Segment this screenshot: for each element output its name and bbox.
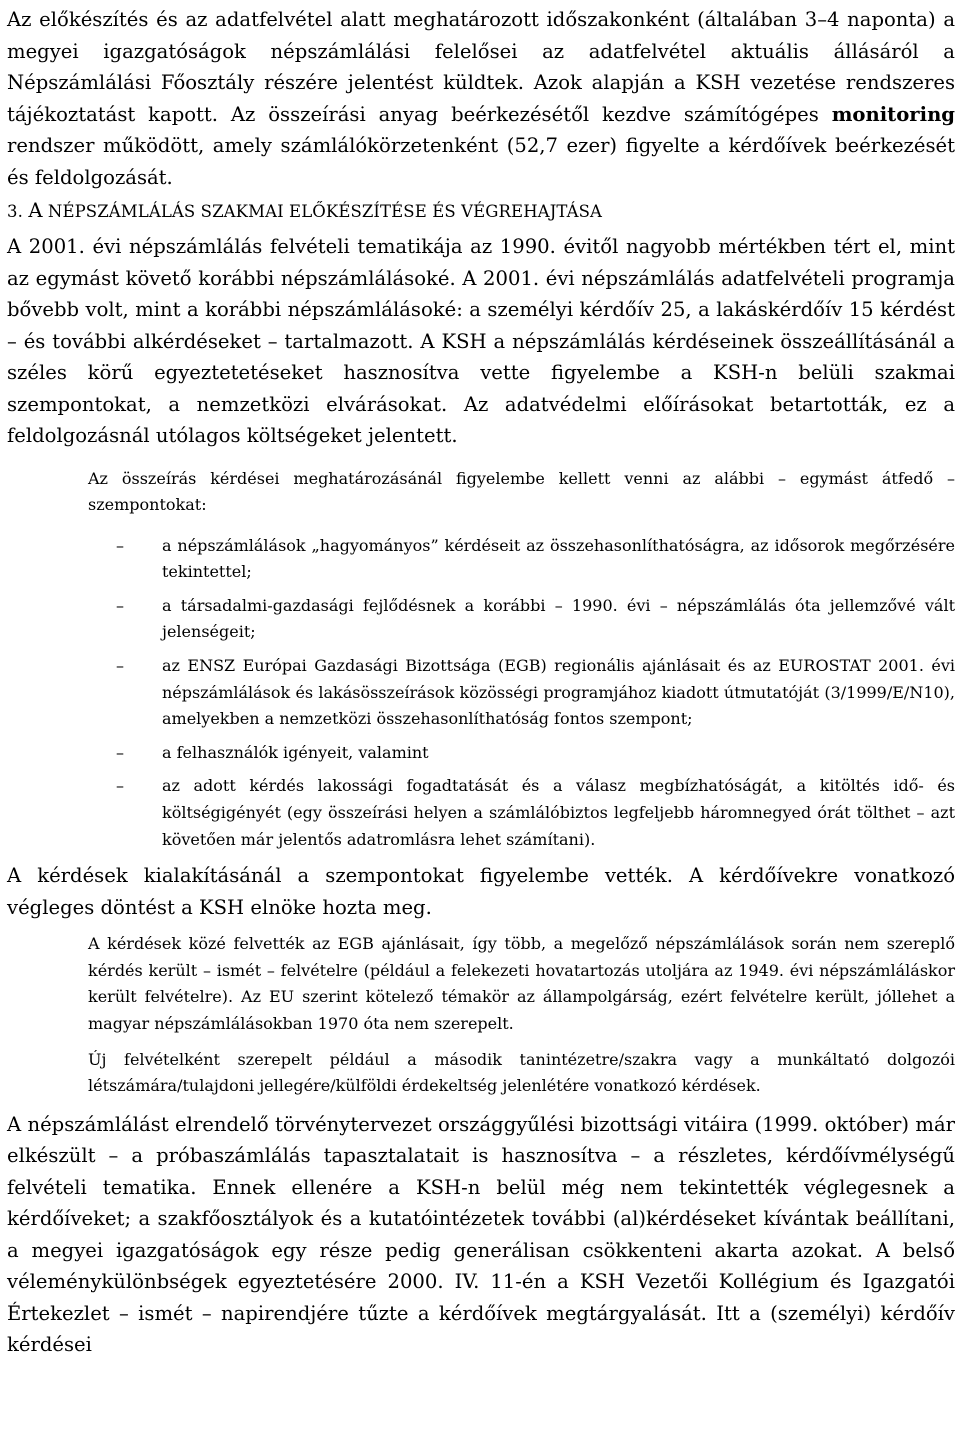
criteria-block	[88, 466, 955, 854]
list-item: – a felhasználók igényeit, valamint	[88, 740, 955, 767]
note-egb: A kérdések közé felvették az EGB ajánlásait, így több, a megelőző népszámlálások során nem szereplő kérdés került – ismét – felvételre (például a felekezeti hovatartozás utoljára az 1949. évi népszámláláskor került felvételre). Az EU szerint kötelező témakör az állampolgárság, ezért felvételre került, jóllehet a magyar népszámlálásokban 1970 óta nem szerepelt.	[88, 934, 955, 1033]
section-number: 3.	[7, 202, 23, 221]
paragraph-reporting: Az előkészítés és az adatfelvétel alatt meghatározott időszakonként (általában 3–4 naponta) a megyei igazgatóságok népszámlálási felelősei az adatfelvétel aktuális állásáról a Népszámlálási Főosztály részére jelentést küldtek. Azok alapján a KSH vezetése rendszeres tájékoztatást kapott.	[7, 8, 955, 126]
list-item: – az ENSZ Európai Gazdasági Bizottsága (EGB) regionális ajánlásait és az EUROSTAT 2001. évi népszámlálások és lakásösszeírások közösségi programjához kiadott útmutatóját (3/1999/E/N10), amelyekben a nemzetközi összehasonlíthatóság fontos szempont;	[88, 653, 955, 733]
paragraph-bill: A népszámlálást elrendelő törvénytervezet országgyűlési bizottsági vitáira (1999. október) már elkészült – a próbaszámlálás tapasztalatait is hasznosítva – a részletes, kérdőívmélységű felvételi tematika. Ennek ellenére a KSH-n belül még nem tekintették véglegesnek a kérdőíveket; a szakfőosztályok és a kutatóintézetek további (al)kérdéseket kívántak beállítani, a megyei igazgatóságok egy része pedig generálisan csökkenteni akarta azokat. A belső véleménykülönbségek egyeztetésére 2000. IV. 11-én a KSH Vezetői Kollégium és Igazgatói Értekezlet – ismét – napirendjére tűzte a kérdőívek megtárgyalását. Itt a (személyi) kérdőív kérdései	[7, 1112, 955, 1357]
dash-bullet: –	[116, 656, 124, 676]
criteria-list	[88, 533, 955, 854]
section-title: NÉPSZÁMLÁLÁS SZAKMAI ELŐKÉSZÍTÉSE ÉS VÉGREHAJTÁSA	[47, 202, 603, 221]
note-new-questions: Új felvételként szerepelt például a második tanintézetre/szakra vagy a munkáltató dolgozói létszámára/tulajdoni jellegére/külföldi érdekeltség jelenlétére vonatkozó kérdések.	[88, 1049, 955, 1096]
paragraph-thematics: A 2001. évi népszámlálás felvételi tematikája az 1990. évitől nagyobb mértékben tért el, mint az egymást követő korábbi népszámlálásoké. A 2001. évi népszámlálás adatfelvételi programja bővebb volt, mint a korábbi népszámlálásoké: a személyi kérdőív 25, a lakáskérdőív 15 kérdést – és további alkérdéseket – tartalmazott. A KSH a népszámlálás kérdéseinek összeállításánál a széles körű egyeztetetéseket hasznosítva vette figyelembe a KSH-n belüli szakmai szempontokat, a nemzetközi elvárásokat. Az adatvédelmi előírásokat betartották, ez a feldolgozásnál utólagos költségeket jelentett.	[7, 235, 955, 447]
paragraph-decision: A kérdések kialakításánál a szempontokat figyelembe vették. A kérdőívekre vonatkozó végleges döntést a KSH elnöke hozta meg.	[7, 864, 955, 919]
list-item: – a társadalmi-gazdasági fejlődésnek a korábbi – 1990. évi – népszámlálás óta jellemzővé vált jelenségeit;	[88, 593, 955, 646]
dash-bullet: –	[116, 535, 124, 555]
criteria-intro: Az összeírás kérdései meghatározásánál figyelembe kellett venni az alábbi – egymást átfedő – szempontokat:	[88, 468, 955, 515]
list-item: – az adott kérdés lakossági fogadtatását és a válasz megbízhatóságát, a kitöltés idő- és költségigényét (egy összeírási helyen a számlálóbiztos legfeljebb háromnegyed órát tölthet – azt követően már jelentős adatromlásra lehet számítani).	[88, 773, 955, 853]
document-page	[7, 4, 955, 1361]
dash-bullet: –	[116, 742, 124, 762]
paragraph-monitoring: Az előkészítés és az adatfelvétel alatt meghatározott időszakonként (általában 3–4 naponta) a megyei igazgatóságok népszámlálási felelősei az adatfelvétel aktuális állásáról a Népszámlálási Főosztály részére jelentést küldtek. Azok alapján a KSH vezetése rendszeres tájékoztatást kapott. Az összeírási anyag beérkezésétől kezdve számítógépes monitoring rendszer működött, amely számlálókörzetenként (52,7 ezer) figyelte a kérdőívek beérkezését és feldolgozását.	[7, 8, 956, 189]
section-heading: 3. A NÉPSZÁMLÁLÁS SZAKMAI ELŐKÉSZÍTÉSE ÉS VÉGREHAJTÁSA	[7, 199, 603, 222]
dash-bullet: –	[116, 595, 124, 615]
bold-term-monitoring: monitoring	[831, 102, 956, 126]
note-block	[88, 931, 955, 1100]
dash-bullet: –	[116, 776, 124, 796]
list-item: – a népszámlálások „hagyományos” kérdéseit az összehasonlíthatóságra, az idősorok megőrzésére tekintettel;	[88, 533, 955, 586]
